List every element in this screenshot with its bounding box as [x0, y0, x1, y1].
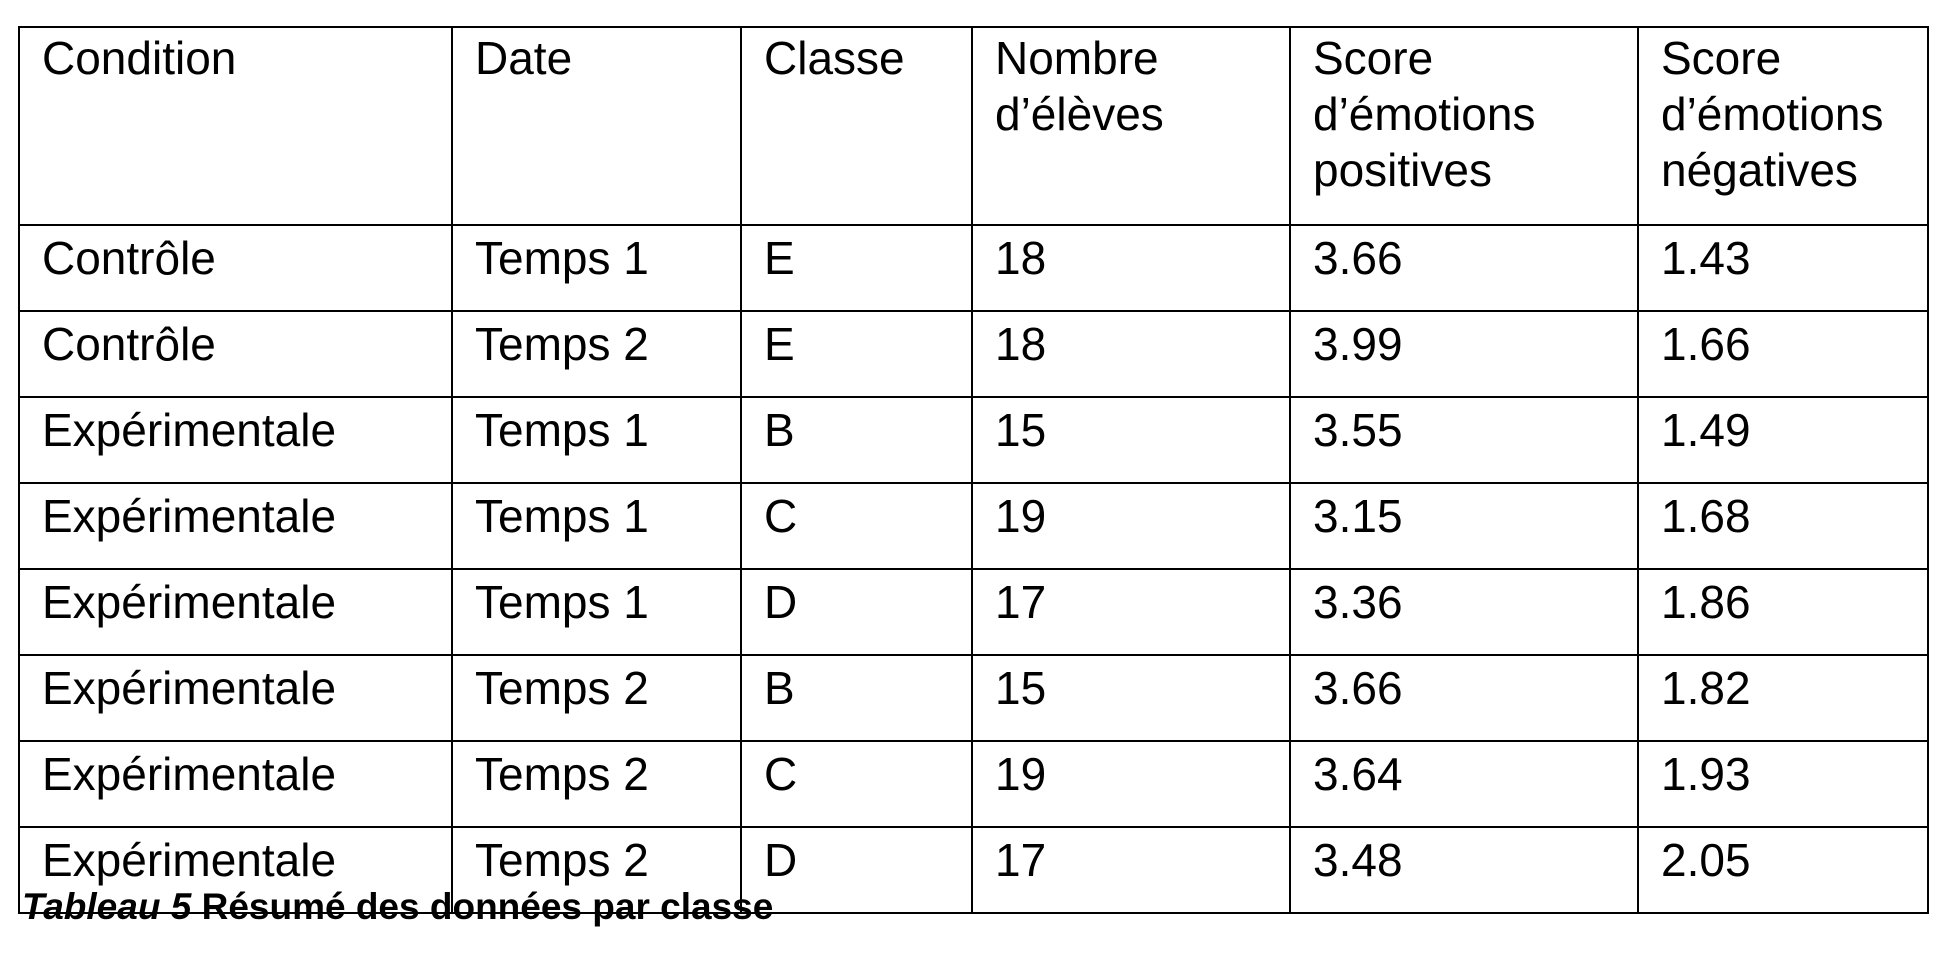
cell-date: Temps 1	[452, 569, 741, 655]
header-classe	[741, 27, 972, 225]
table-row	[19, 569, 1928, 655]
data-table	[18, 26, 1929, 914]
cell-score-positives: 3.66	[1290, 655, 1638, 741]
table-row	[19, 655, 1928, 741]
table-row	[19, 741, 1928, 827]
cell-score-negatives: 1.86	[1638, 569, 1928, 655]
cell-classe: C	[741, 741, 972, 827]
header-classe-line-1: Classe	[764, 32, 905, 84]
header-score-positives	[1290, 27, 1638, 225]
cell-score-positives: 3.99	[1290, 311, 1638, 397]
cell-date: Temps 2	[452, 827, 741, 913]
header-nombre-eleves	[972, 27, 1290, 225]
cell-classe: D	[741, 827, 972, 913]
cell-score-negatives: 1.68	[1638, 483, 1928, 569]
cell-nombre-eleves: 17	[972, 827, 1290, 913]
cell-date: Temps 1	[452, 225, 741, 311]
header-nombre-eleves-line-1: Nombre	[995, 32, 1159, 84]
table-row	[19, 311, 1928, 397]
cell-nombre-eleves: 15	[972, 397, 1290, 483]
header-score-negatives	[1638, 27, 1928, 225]
cell-condition: Contrôle	[19, 225, 452, 311]
cell-score-negatives: 1.49	[1638, 397, 1928, 483]
header-date	[452, 27, 741, 225]
cell-condition: Expérimentale	[19, 483, 452, 569]
header-nombre-eleves-line-2: d’élèves	[995, 88, 1164, 140]
caption-text: Résumé des données par classe	[201, 886, 774, 927]
header-score-positives-line-3: positives	[1313, 144, 1492, 196]
cell-classe: D	[741, 569, 972, 655]
table-row	[19, 397, 1928, 483]
cell-condition: Contrôle	[19, 311, 452, 397]
table-caption	[22, 884, 773, 930]
cell-nombre-eleves: 19	[972, 483, 1290, 569]
cell-nombre-eleves: 15	[972, 655, 1290, 741]
cell-score-negatives: 2.05	[1638, 827, 1928, 913]
cell-nombre-eleves: 18	[972, 225, 1290, 311]
cell-score-negatives: 1.93	[1638, 741, 1928, 827]
header-score-negatives-line-2: d’émotions	[1661, 88, 1884, 140]
cell-condition: Expérimentale	[19, 569, 452, 655]
header-score-negatives-line-1: Score	[1661, 32, 1782, 84]
header-condition-line-1: Condition	[42, 32, 237, 84]
table-row	[19, 483, 1928, 569]
cell-score-positives: 3.36	[1290, 569, 1638, 655]
header-score-negatives-line-3: négatives	[1661, 144, 1858, 196]
cell-classe: B	[741, 655, 972, 741]
cell-condition: Expérimentale	[19, 397, 452, 483]
cell-score-negatives: 1.82	[1638, 655, 1928, 741]
cell-date: Temps 2	[452, 741, 741, 827]
cell-score-positives: 3.64	[1290, 741, 1638, 827]
cell-date: Temps 1	[452, 483, 741, 569]
table-row	[19, 225, 1928, 311]
cell-score-positives: 3.15	[1290, 483, 1638, 569]
header-row	[19, 27, 1928, 225]
cell-score-negatives: 1.43	[1638, 225, 1928, 311]
cell-score-positives: 3.55	[1290, 397, 1638, 483]
cell-score-positives: 3.48	[1290, 827, 1638, 913]
cell-score-negatives: 1.66	[1638, 311, 1928, 397]
caption-label: Tableau 5	[22, 886, 192, 927]
cell-date: Temps 2	[452, 311, 741, 397]
cell-classe: C	[741, 483, 972, 569]
header-score-positives-line-1: Score	[1313, 32, 1434, 84]
cell-condition: Expérimentale	[19, 655, 452, 741]
cell-score-positives: 3.66	[1290, 225, 1638, 311]
header-condition	[19, 27, 452, 225]
cell-classe: E	[741, 225, 972, 311]
cell-nombre-eleves: 17	[972, 569, 1290, 655]
cell-nombre-eleves: 19	[972, 741, 1290, 827]
cell-classe: E	[741, 311, 972, 397]
cell-classe: B	[741, 397, 972, 483]
header-date-line-1: Date	[475, 32, 573, 84]
cell-date: Temps 2	[452, 655, 741, 741]
cell-condition: Expérimentale	[19, 827, 452, 913]
cell-nombre-eleves: 18	[972, 311, 1290, 397]
cell-date: Temps 1	[452, 397, 741, 483]
header-score-positives-line-2: d’émotions	[1313, 88, 1536, 140]
cell-condition: Expérimentale	[19, 741, 452, 827]
